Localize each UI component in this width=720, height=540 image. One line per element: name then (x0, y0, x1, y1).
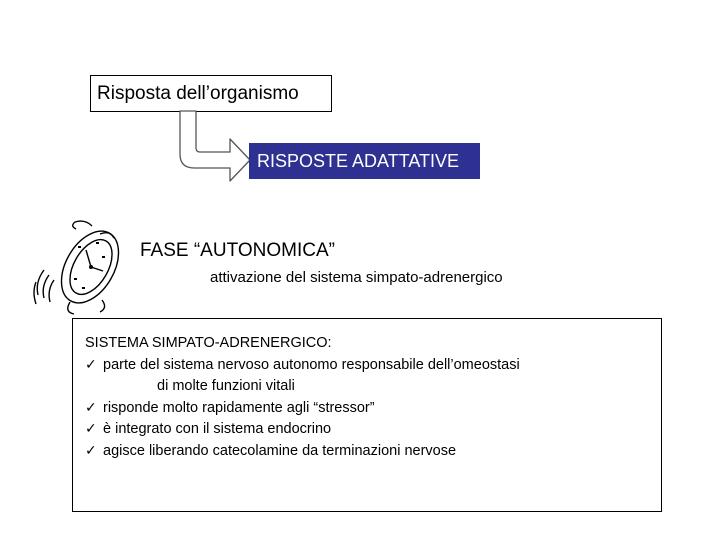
check-icon: ✓ (85, 421, 97, 437)
list-item-text: agisce liberando catecolamine da terminazioni nervose (103, 442, 457, 459)
list-item-text: risponde molto rapidamente agli “stressor” (103, 399, 375, 416)
target-box (249, 143, 480, 179)
list-item (85, 419, 661, 441)
list-item-text: è integrato con il sistema endocrino (103, 421, 332, 437)
list-item-text: parte del sistema nervoso autonomo responsabile dell’omeostasi (103, 356, 520, 373)
target-label: RISPOSTE ADATTATIVE (257, 151, 460, 171)
bent-arrow-icon (170, 110, 252, 185)
clock-icon (30, 220, 130, 330)
check-icon: ✓ (85, 356, 97, 373)
list-item (85, 441, 661, 463)
info-title: SISTEMA SIMPATO-ADRENERGICO: (85, 335, 332, 351)
phase-subtitle: attivazione del sistema simpato-adrenergico (210, 269, 503, 286)
list-item-continuation: di molte funzioni vitali (157, 378, 295, 394)
check-icon: ✓ (85, 399, 97, 416)
source-box (90, 75, 332, 112)
phase-title: FASE “AUTONOMICA” (140, 240, 335, 261)
check-icon: ✓ (85, 442, 97, 459)
list-item (85, 398, 661, 420)
info-box (72, 318, 662, 512)
list-item (85, 355, 661, 377)
source-label: Risposta dell’organismo (97, 83, 299, 104)
